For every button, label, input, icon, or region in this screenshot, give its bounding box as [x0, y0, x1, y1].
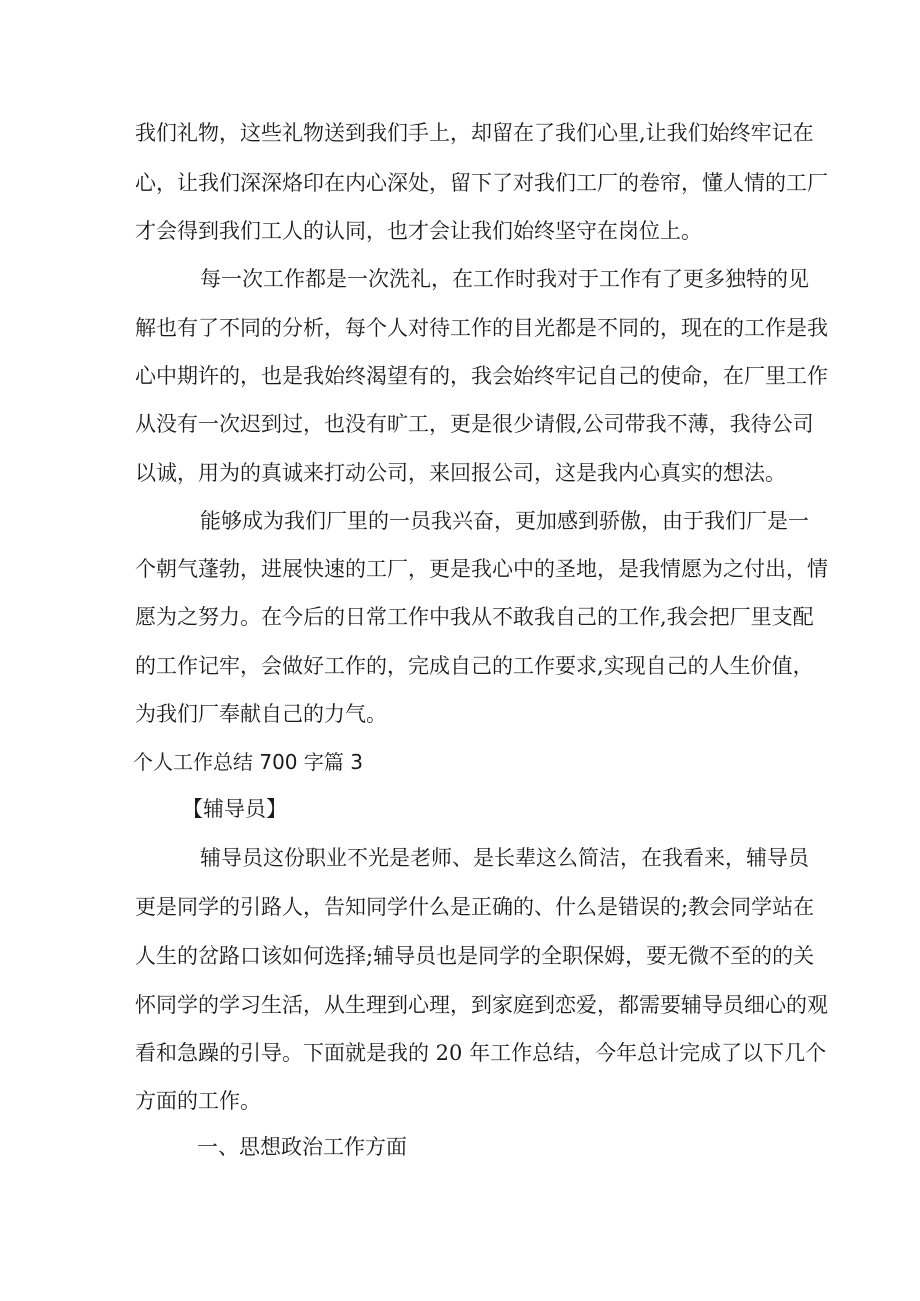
paragraph-4-line-4: 怀同学的学习生活，从生理到心理，到家庭到恋爱，都需要辅导员细心的观 — [135, 993, 828, 1017]
document-heading: 个人工作总结 700 字篇 3 — [133, 750, 363, 774]
section-title: 一、思想政治工作方面 — [197, 1135, 407, 1159]
subheading: 【辅导员】 — [182, 797, 287, 821]
paragraph-3-line-2: 个朝气蓬勃，进展快速的工厂，更是我心中的圣地，是我情愿为之付出，情 — [135, 557, 828, 581]
paragraph-2-line-3: 心中期许的，也是我始终渴望有的，我会始终牢记自己的使命，在厂里工作 — [135, 364, 828, 388]
paragraph-2-line-2: 解也有了不同的分析，每个人对待工作的目光都是不同的，现在的工作是我 — [135, 316, 828, 340]
paragraph-2-line-5: 以诚，用为的真诚来打动公司，来回报公司，这是我内心真实的想法。 — [135, 461, 786, 485]
paragraph-3-line-3: 愿为之努力。在今后的日常工作中我从不敢我自己的工作,我会把厂里支配 — [135, 605, 814, 629]
paragraph-2-line-1: 每一次工作都是一次洗礼，在工作时我对于工作有了更多独特的见 — [200, 267, 809, 291]
paragraph-1-line-3: 才会得到我们工人的认同，也才会让我们始终坚守在岗位上。 — [135, 219, 702, 243]
paragraph-4-line-6: 方面的工作。 — [135, 1089, 261, 1113]
paragraph-1-line-1: 我们礼物，这些礼物送到我们手上，却留在了我们心里,让我们始终牢记在 — [135, 121, 814, 145]
paragraph-4-line-2: 更是同学的引路人，告知同学什么是正确的、什么是错误的;教会同学站在 — [135, 895, 815, 919]
paragraph-3-line-5: 为我们厂奉献自己的力气。 — [135, 702, 387, 726]
paragraph-3-line-1: 能够成为我们厂里的一员我兴奋，更加感到骄傲，由于我们厂是一 — [200, 509, 809, 533]
paragraph-3-line-4: 的工作记牢，会做好工作的，完成自己的工作要求,实现自己的人生价值， — [135, 654, 814, 678]
paragraph-1-line-2: 心，让我们深深烙印在内心深处，留下了对我们工厂的卷帘，懂人情的工厂 — [135, 171, 828, 195]
paragraph-4-line-5: 看和急躁的引导。下面就是我的 20 年工作总结，今年总计完成了以下几个 — [135, 1041, 827, 1065]
paragraph-4-line-3: 人生的岔路口该如何选择;辅导员也是同学的全职保姆，要无微不至的的关 — [135, 944, 815, 968]
paragraph-4-line-1: 辅导员这份职业不光是老师、是长辈这么简洁，在我看来，辅导员 — [200, 846, 809, 870]
paragraph-2-line-4: 从没有一次迟到过，也没有旷工，更是很少请假,公司带我不薄，我待公司 — [135, 412, 814, 436]
